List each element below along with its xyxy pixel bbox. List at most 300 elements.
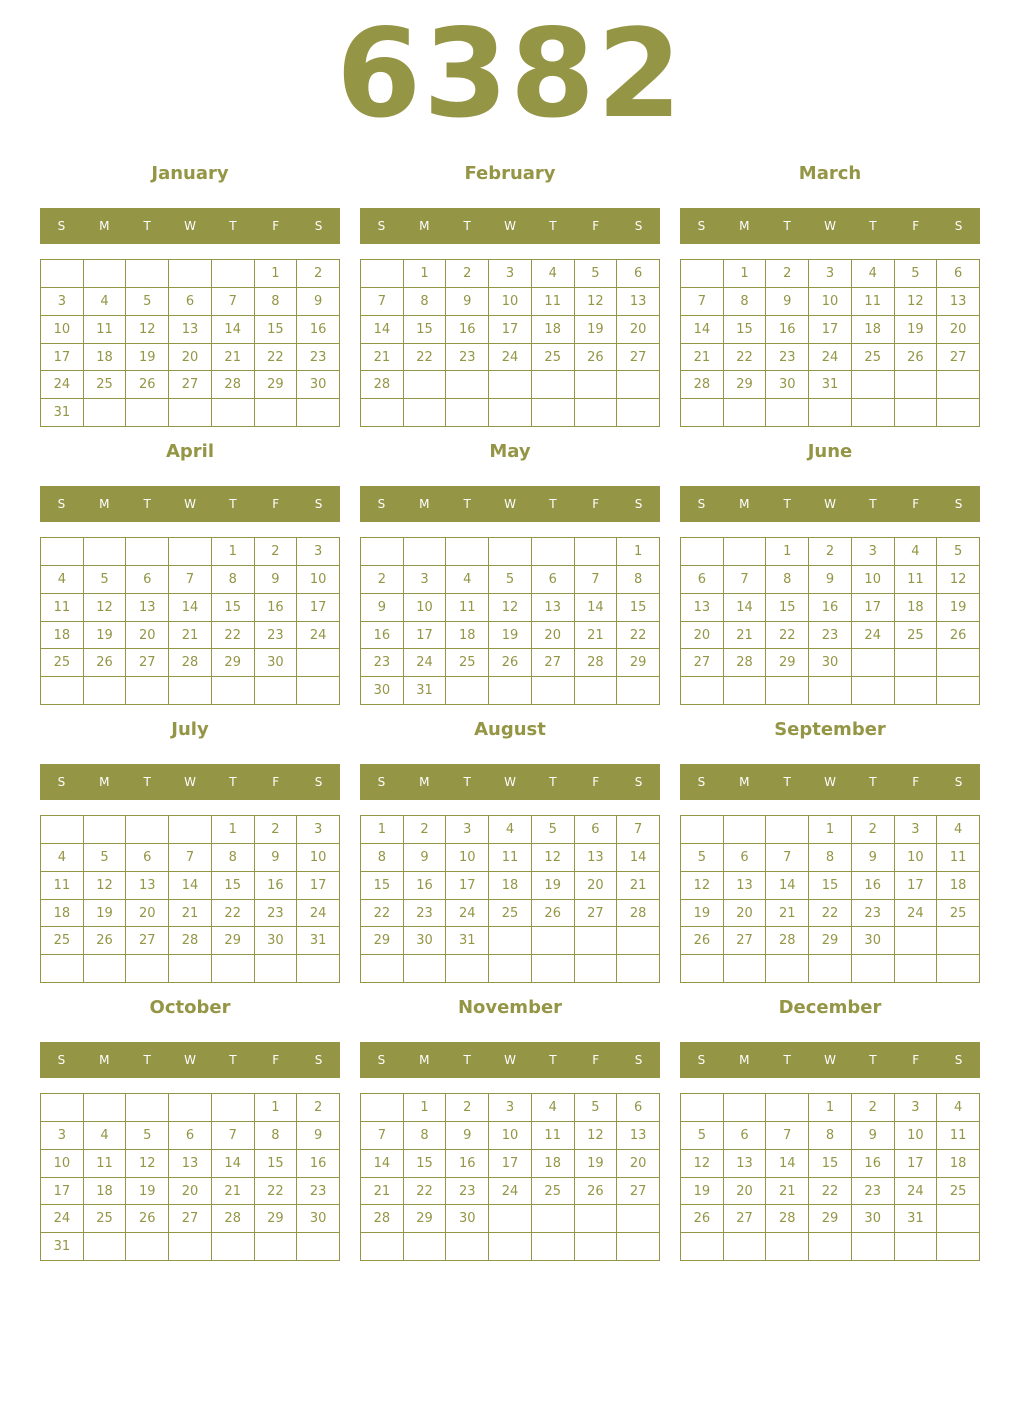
day-cell: 24 — [852, 622, 895, 650]
day-grid — [680, 815, 980, 983]
day-cell: 2 — [852, 816, 895, 844]
day-cell: 1 — [766, 538, 809, 566]
day-cell: 8 — [404, 1122, 447, 1150]
day-cell: 26 — [575, 1178, 618, 1206]
empty-cell — [575, 371, 618, 399]
day-cell: 14 — [766, 1150, 809, 1178]
day-cell: 30 — [361, 677, 404, 705]
day-cell: 29 — [617, 649, 660, 677]
day-cell: 12 — [681, 1150, 724, 1178]
weekday-label: M — [99, 1053, 110, 1067]
day-cell: 11 — [84, 316, 127, 344]
day-cell: 22 — [255, 344, 298, 372]
weekday-label: T — [229, 219, 237, 233]
empty-cell — [169, 816, 212, 844]
day-cell: 16 — [852, 872, 895, 900]
month-name: June — [807, 441, 853, 462]
day-cell: 11 — [446, 594, 489, 622]
day-cell: 14 — [766, 872, 809, 900]
weekday-label: S — [377, 775, 386, 789]
day-cell: 28 — [681, 371, 724, 399]
day-cell: 28 — [575, 649, 618, 677]
day-cell: 22 — [212, 900, 255, 928]
empty-cell — [937, 677, 980, 705]
empty-cell — [255, 955, 298, 983]
day-cell: 8 — [617, 566, 660, 594]
day-cell: 18 — [532, 1150, 575, 1178]
day-cell: 6 — [724, 844, 767, 872]
empty-cell — [41, 816, 84, 844]
day-cell: 23 — [809, 622, 852, 650]
day-cell: 15 — [361, 872, 404, 900]
day-cell: 14 — [169, 872, 212, 900]
empty-cell — [41, 538, 84, 566]
empty-cell — [41, 260, 84, 288]
day-cell: 12 — [575, 288, 618, 316]
day-cell: 12 — [489, 594, 532, 622]
day-cell: 15 — [617, 594, 660, 622]
empty-cell — [361, 399, 404, 427]
empty-cell — [446, 399, 489, 427]
day-cell: 22 — [404, 1178, 447, 1206]
day-cell: 18 — [446, 622, 489, 650]
empty-cell — [766, 1233, 809, 1261]
day-cell: 12 — [84, 594, 127, 622]
day-cell: 16 — [297, 1150, 340, 1178]
day-cell: 9 — [255, 844, 298, 872]
empty-cell — [297, 677, 340, 705]
empty-cell — [852, 371, 895, 399]
empty-cell — [212, 955, 255, 983]
weekday-label: T — [549, 497, 557, 511]
empty-cell — [937, 1205, 980, 1233]
weekday-label: S — [57, 1053, 66, 1067]
day-cell: 21 — [361, 1178, 404, 1206]
day-cell: 25 — [532, 344, 575, 372]
day-cell: 31 — [404, 677, 447, 705]
empty-cell — [809, 677, 852, 705]
day-cell: 9 — [361, 594, 404, 622]
empty-cell — [681, 677, 724, 705]
weekday-label: T — [229, 775, 237, 789]
day-cell: 20 — [617, 1150, 660, 1178]
empty-cell — [446, 677, 489, 705]
day-cell: 27 — [681, 649, 724, 677]
day-cell: 15 — [404, 316, 447, 344]
day-grid — [360, 537, 660, 705]
day-cell: 28 — [212, 1205, 255, 1233]
day-cell: 31 — [41, 399, 84, 427]
day-cell: 16 — [766, 316, 809, 344]
empty-cell — [84, 955, 127, 983]
day-grid — [680, 537, 980, 705]
day-cell: 27 — [724, 927, 767, 955]
day-cell: 3 — [404, 566, 447, 594]
day-cell: 17 — [41, 344, 84, 372]
weekday-label: F — [272, 1053, 280, 1067]
day-cell: 14 — [212, 1150, 255, 1178]
day-cell: 9 — [852, 844, 895, 872]
day-cell: 22 — [404, 344, 447, 372]
day-cell: 29 — [404, 1205, 447, 1233]
empty-cell — [169, 260, 212, 288]
day-grid — [360, 1093, 660, 1261]
day-cell: 17 — [404, 622, 447, 650]
day-cell: 15 — [255, 316, 298, 344]
day-cell: 8 — [255, 288, 298, 316]
day-cell: 20 — [126, 900, 169, 928]
month-name: December — [778, 997, 882, 1018]
day-cell: 6 — [126, 844, 169, 872]
day-cell: 4 — [84, 1122, 127, 1150]
day-cell: 5 — [895, 260, 938, 288]
empty-cell — [297, 649, 340, 677]
month-name: September — [774, 719, 886, 740]
day-cell: 19 — [895, 316, 938, 344]
month-name: April — [165, 441, 215, 462]
day-cell: 10 — [41, 1150, 84, 1178]
day-cell: 14 — [361, 1150, 404, 1178]
empty-cell — [895, 1233, 938, 1261]
day-cell: 22 — [212, 622, 255, 650]
empty-cell — [532, 399, 575, 427]
empty-cell — [446, 955, 489, 983]
day-cell: 23 — [852, 900, 895, 928]
day-cell: 8 — [212, 566, 255, 594]
day-cell: 18 — [84, 1178, 127, 1206]
day-cell: 5 — [84, 844, 127, 872]
empty-cell — [575, 399, 618, 427]
day-cell: 10 — [895, 844, 938, 872]
weekday-label: S — [57, 219, 66, 233]
day-cell: 24 — [297, 900, 340, 928]
empty-cell — [489, 1233, 532, 1261]
weekday-label: S — [634, 775, 643, 789]
weekday-label: W — [504, 497, 516, 511]
day-cell: 24 — [895, 1178, 938, 1206]
day-cell: 29 — [212, 649, 255, 677]
weekday-label: F — [912, 775, 920, 789]
empty-cell — [255, 677, 298, 705]
day-cell: 19 — [575, 1150, 618, 1178]
weekday-label: T — [783, 1053, 791, 1067]
empty-cell — [575, 1233, 618, 1261]
day-cell: 5 — [532, 816, 575, 844]
weekday-label: M — [419, 1053, 430, 1067]
day-cell: 18 — [41, 622, 84, 650]
weekday-header — [680, 1042, 980, 1078]
day-cell: 22 — [617, 622, 660, 650]
empty-cell — [809, 1233, 852, 1261]
empty-cell — [297, 955, 340, 983]
day-cell: 12 — [532, 844, 575, 872]
day-cell: 30 — [255, 927, 298, 955]
weekday-label: S — [57, 775, 66, 789]
day-cell: 24 — [41, 371, 84, 399]
day-cell: 16 — [852, 1150, 895, 1178]
day-cell: 1 — [809, 1094, 852, 1122]
day-cell: 17 — [852, 594, 895, 622]
empty-cell — [617, 955, 660, 983]
day-cell: 29 — [361, 927, 404, 955]
day-cell: 3 — [809, 260, 852, 288]
day-cell: 11 — [937, 844, 980, 872]
day-cell: 6 — [169, 288, 212, 316]
day-cell: 6 — [937, 260, 980, 288]
day-cell: 23 — [361, 649, 404, 677]
day-cell: 28 — [361, 371, 404, 399]
day-cell: 30 — [852, 927, 895, 955]
day-cell: 6 — [617, 1094, 660, 1122]
weekday-label: F — [272, 219, 280, 233]
weekday-label: S — [634, 219, 643, 233]
empty-cell — [617, 927, 660, 955]
day-cell: 25 — [84, 1205, 127, 1233]
day-cell: 31 — [809, 371, 852, 399]
day-cell: 26 — [126, 1205, 169, 1233]
empty-cell — [617, 677, 660, 705]
day-cell: 28 — [361, 1205, 404, 1233]
empty-cell — [84, 816, 127, 844]
day-cell: 19 — [681, 1178, 724, 1206]
empty-cell — [126, 538, 169, 566]
day-cell: 13 — [617, 1122, 660, 1150]
day-cell: 10 — [404, 594, 447, 622]
weekday-label: W — [184, 497, 196, 511]
day-cell: 21 — [724, 622, 767, 650]
day-cell: 13 — [724, 872, 767, 900]
day-cell: 25 — [41, 649, 84, 677]
weekday-label: W — [504, 775, 516, 789]
weekday-label: T — [143, 775, 151, 789]
weekday-label: T — [783, 219, 791, 233]
day-cell: 20 — [169, 344, 212, 372]
empty-cell — [681, 399, 724, 427]
day-cell: 5 — [489, 566, 532, 594]
day-cell: 20 — [532, 622, 575, 650]
day-cell: 17 — [809, 316, 852, 344]
day-cell: 9 — [297, 1122, 340, 1150]
empty-cell — [617, 399, 660, 427]
day-cell: 1 — [617, 538, 660, 566]
empty-cell — [809, 955, 852, 983]
empty-cell — [575, 927, 618, 955]
empty-cell — [404, 955, 447, 983]
weekday-label: S — [377, 497, 386, 511]
day-cell: 29 — [809, 927, 852, 955]
day-cell: 6 — [681, 566, 724, 594]
day-cell: 11 — [84, 1150, 127, 1178]
empty-cell — [724, 399, 767, 427]
weekday-label: M — [99, 497, 110, 511]
day-grid — [360, 259, 660, 427]
empty-cell — [126, 399, 169, 427]
weekday-label: W — [824, 219, 836, 233]
day-cell: 13 — [937, 288, 980, 316]
day-cell: 19 — [84, 900, 127, 928]
month-name: January — [151, 163, 229, 184]
empty-cell — [361, 538, 404, 566]
day-cell: 26 — [84, 927, 127, 955]
weekday-header — [360, 208, 660, 244]
day-cell: 16 — [446, 316, 489, 344]
month-name: February — [464, 163, 556, 184]
empty-cell — [446, 371, 489, 399]
day-cell: 22 — [361, 900, 404, 928]
day-cell: 30 — [297, 1205, 340, 1233]
empty-cell — [361, 955, 404, 983]
day-cell: 8 — [724, 288, 767, 316]
empty-cell — [937, 1233, 980, 1261]
day-cell: 21 — [681, 344, 724, 372]
empty-cell — [169, 955, 212, 983]
weekday-label: T — [783, 775, 791, 789]
day-cell: 10 — [297, 844, 340, 872]
day-cell: 9 — [446, 288, 489, 316]
day-cell: 11 — [489, 844, 532, 872]
weekday-label: S — [634, 1053, 643, 1067]
empty-cell — [937, 649, 980, 677]
weekday-header — [680, 208, 980, 244]
day-cell: 18 — [937, 872, 980, 900]
weekday-label: S — [954, 219, 963, 233]
day-cell: 21 — [766, 900, 809, 928]
weekday-header — [40, 764, 340, 800]
day-cell: 28 — [766, 927, 809, 955]
day-cell: 28 — [617, 900, 660, 928]
day-cell: 20 — [169, 1178, 212, 1206]
empty-cell — [681, 816, 724, 844]
day-cell: 23 — [446, 1178, 489, 1206]
empty-cell — [255, 399, 298, 427]
day-cell: 3 — [41, 288, 84, 316]
day-cell: 3 — [489, 1094, 532, 1122]
day-cell: 26 — [895, 344, 938, 372]
day-cell: 19 — [937, 594, 980, 622]
day-cell: 4 — [41, 844, 84, 872]
day-cell: 8 — [361, 844, 404, 872]
day-cell: 29 — [724, 371, 767, 399]
empty-cell — [404, 1233, 447, 1261]
weekday-label: T — [143, 497, 151, 511]
day-cell: 7 — [212, 288, 255, 316]
empty-cell — [126, 1094, 169, 1122]
day-cell: 3 — [297, 816, 340, 844]
empty-cell — [361, 1233, 404, 1261]
day-cell: 12 — [126, 316, 169, 344]
day-cell: 8 — [766, 566, 809, 594]
weekday-label: S — [697, 1053, 706, 1067]
day-cell: 29 — [255, 1205, 298, 1233]
day-cell: 5 — [575, 1094, 618, 1122]
weekday-label: S — [314, 219, 323, 233]
day-cell: 1 — [404, 260, 447, 288]
day-cell: 16 — [361, 622, 404, 650]
empty-cell — [489, 677, 532, 705]
day-cell: 22 — [809, 1178, 852, 1206]
day-cell: 23 — [297, 1178, 340, 1206]
day-cell: 18 — [532, 316, 575, 344]
empty-cell — [724, 538, 767, 566]
empty-cell — [84, 1094, 127, 1122]
day-cell: 25 — [446, 649, 489, 677]
day-cell: 22 — [809, 900, 852, 928]
day-cell: 13 — [724, 1150, 767, 1178]
day-cell: 24 — [489, 1178, 532, 1206]
weekday-label: S — [314, 775, 323, 789]
day-cell: 25 — [895, 622, 938, 650]
day-cell: 20 — [617, 316, 660, 344]
weekday-label: S — [954, 775, 963, 789]
day-cell: 3 — [895, 1094, 938, 1122]
day-cell: 15 — [212, 594, 255, 622]
day-cell: 20 — [126, 622, 169, 650]
day-cell: 24 — [41, 1205, 84, 1233]
day-cell: 10 — [489, 288, 532, 316]
day-cell: 14 — [212, 316, 255, 344]
weekday-label: T — [549, 1053, 557, 1067]
day-cell: 13 — [126, 594, 169, 622]
day-cell: 17 — [297, 872, 340, 900]
day-cell: 16 — [809, 594, 852, 622]
day-cell: 11 — [41, 594, 84, 622]
day-cell: 2 — [297, 260, 340, 288]
empty-cell — [895, 649, 938, 677]
empty-cell — [404, 371, 447, 399]
empty-cell — [724, 955, 767, 983]
day-cell: 13 — [169, 316, 212, 344]
day-cell: 16 — [404, 872, 447, 900]
day-grid — [680, 259, 980, 427]
day-cell: 7 — [169, 566, 212, 594]
day-cell: 13 — [681, 594, 724, 622]
empty-cell — [766, 955, 809, 983]
empty-cell — [937, 399, 980, 427]
weekday-label: S — [314, 497, 323, 511]
empty-cell — [724, 677, 767, 705]
day-cell: 15 — [766, 594, 809, 622]
day-cell: 1 — [212, 816, 255, 844]
month-name: July — [171, 719, 209, 740]
day-cell: 14 — [681, 316, 724, 344]
day-cell: 8 — [255, 1122, 298, 1150]
day-cell: 10 — [41, 316, 84, 344]
day-cell: 27 — [575, 900, 618, 928]
weekday-label: T — [463, 219, 471, 233]
day-cell: 29 — [255, 371, 298, 399]
day-cell: 16 — [446, 1150, 489, 1178]
empty-cell — [852, 399, 895, 427]
empty-cell — [766, 399, 809, 427]
day-cell: 14 — [617, 844, 660, 872]
weekday-label: T — [869, 1053, 877, 1067]
day-cell: 17 — [297, 594, 340, 622]
day-cell: 10 — [895, 1122, 938, 1150]
day-cell: 18 — [895, 594, 938, 622]
day-cell: 8 — [809, 1122, 852, 1150]
day-cell: 31 — [895, 1205, 938, 1233]
day-cell: 29 — [212, 927, 255, 955]
day-cell: 19 — [126, 344, 169, 372]
day-cell: 20 — [724, 1178, 767, 1206]
weekday-label: T — [463, 1053, 471, 1067]
weekday-label: T — [143, 219, 151, 233]
day-cell: 21 — [212, 344, 255, 372]
day-cell: 15 — [255, 1150, 298, 1178]
day-cell: 30 — [297, 371, 340, 399]
day-cell: 20 — [681, 622, 724, 650]
day-cell: 2 — [255, 816, 298, 844]
